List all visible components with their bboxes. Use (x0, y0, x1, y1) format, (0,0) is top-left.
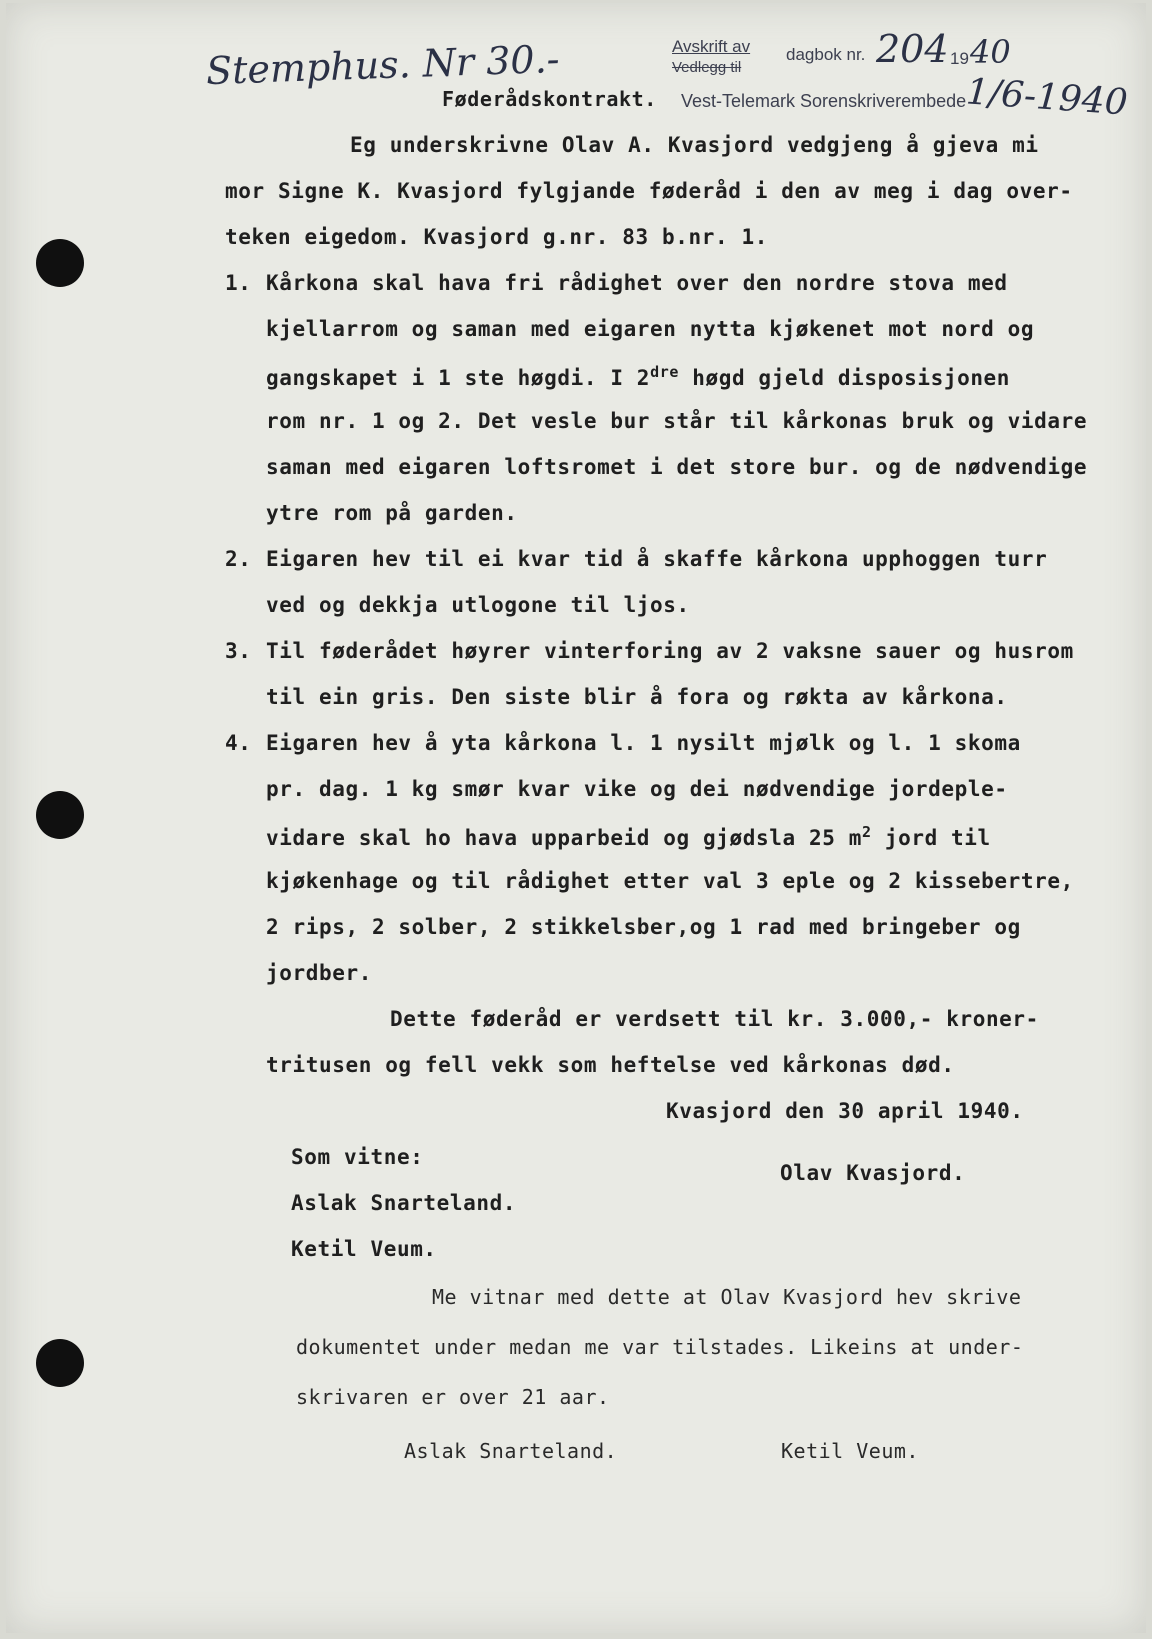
witness-1-name: Aslak Snarteland. (291, 1191, 517, 1215)
item-2-line-2: ved og dekkja utlogone til ljos. (266, 593, 690, 617)
item-4-line-5: 2 rips, 2 solber, 2 stikkelsber,og 1 rad med bringeber og (266, 915, 1021, 939)
intro-line-1: Eg underskrivne Olav A. Kvasjord vedgjeng å gjeva mi (350, 133, 1039, 157)
item-1-line-5: saman med eigaren loftsromet i det store bur. og de nødvendige (266, 455, 1088, 479)
attestation-signature-1: Aslak Snarteland. (404, 1439, 618, 1463)
stamp-office: Vest-Telemark Sorenskriverembede (681, 91, 967, 111)
item-4-line-3 (266, 823, 991, 850)
item-1-line-3-tail: høgd gjeld disposisjonen (678, 366, 1011, 390)
signer-name: Olav Kvasjord. (780, 1161, 966, 1185)
item-1-number: 1. (225, 271, 252, 295)
item-1-superscript: dre (650, 363, 679, 381)
item-4-number: 4. (225, 731, 252, 755)
item-4-line-1: Eigaren hev å yta kårkona l. 1 nysilt mjølk og l. 1 skoma (266, 731, 1021, 755)
document-page (6, 3, 1146, 1633)
attestation-line-2: dokumentet under medan me var tilstades. Likeins at under- (296, 1335, 1024, 1359)
item-3-line-2: til ein gris. Den siste blir å fora og røkta av kårkona. (266, 685, 1008, 709)
handwritten-reference: Stemphus. Nr 30.- (205, 36, 561, 94)
item-4-line-6: jordber. (266, 961, 372, 985)
stamp-avskrift: Avskrift av (672, 37, 751, 56)
handwritten-year: 40 (970, 33, 1011, 71)
item-4-line-3-text: vidare skal ho hava upparbeid og gjødsla 25 m (266, 826, 862, 850)
intro-line-3: teken eigedom. Kvasjord g.nr. 83 b.nr. 1. (225, 225, 768, 249)
item-1-line-3 (266, 363, 1010, 390)
item-1-line-6: ytre rom på garden. (266, 501, 518, 525)
witness-label: Som vitne: (291, 1145, 424, 1169)
punch-hole-middle (36, 791, 84, 839)
item-1-line-4: rom nr. 1 og 2. Det vesle bur står til kårkonas bruk og vidare (266, 409, 1088, 433)
stamp-year-prefix: 19 (950, 49, 969, 68)
item-2-line-1: Eigaren hev til ei kvar tid å skaffe kårkona upphoggen turr (266, 547, 1048, 571)
witness-2-name: Ketil Veum. (291, 1237, 437, 1261)
stamp-dagbok-label: dagbok nr. (786, 45, 866, 64)
item-4-line-4: kjøkenhage og til rådighet etter val 3 eple og 2 kissebertre, (266, 869, 1074, 893)
item-4-superscript: 2 (861, 823, 872, 841)
attestation-line-3: skrivaren er over 21 aar. (296, 1385, 610, 1409)
item-1-line-3-text: gangskapet i 1 ste høgdi. I 2 (266, 366, 651, 390)
item-2-number: 2. (225, 547, 252, 571)
item-4-line-3-tail: jord til (871, 826, 991, 850)
attestation-signature-2: Ketil Veum. (781, 1439, 919, 1463)
item-3-line-1: Til føderådet høyrer vinterforing av 2 vaksne sauer og husrom (266, 639, 1074, 663)
item-3-number: 3. (225, 639, 252, 663)
attestation-line-1: Me vitnar med dette at Olav Kvasjord hev skrive (432, 1285, 1022, 1309)
place-date: Kvasjord den 30 april 1940. (666, 1099, 1024, 1123)
item-1-line-2: kjellarrom og saman med eigaren nytta kjøkenet mot nord og (266, 317, 1035, 341)
valuation-line-2: tritusen og fell vekk som heftelse ved kårkonas død. (266, 1053, 955, 1077)
punch-hole-bottom (36, 1339, 84, 1387)
handwritten-dagbok-number: 204 (876, 27, 949, 71)
item-4-line-2: pr. dag. 1 kg smør kvar vike og dei nødvendige jordeple- (266, 777, 1008, 801)
punch-hole-top (36, 239, 84, 287)
item-1-line-1: Kårkona skal hava fri rådighet over den nordre stova med (266, 271, 1008, 295)
intro-line-2: mor Signe K. Kvasjord fylgjande føderåd i den av meg i dag over- (225, 179, 1073, 203)
valuation-line-1: Dette føderåd er verdsett til kr. 3.000,- kroner- (390, 1007, 1039, 1031)
contract-title: Føderådskontrakt. (442, 87, 657, 111)
handwritten-date: 1/6-1940 (964, 71, 1129, 124)
stamp-vedlegg-struck: Vedlegg til (672, 59, 742, 76)
